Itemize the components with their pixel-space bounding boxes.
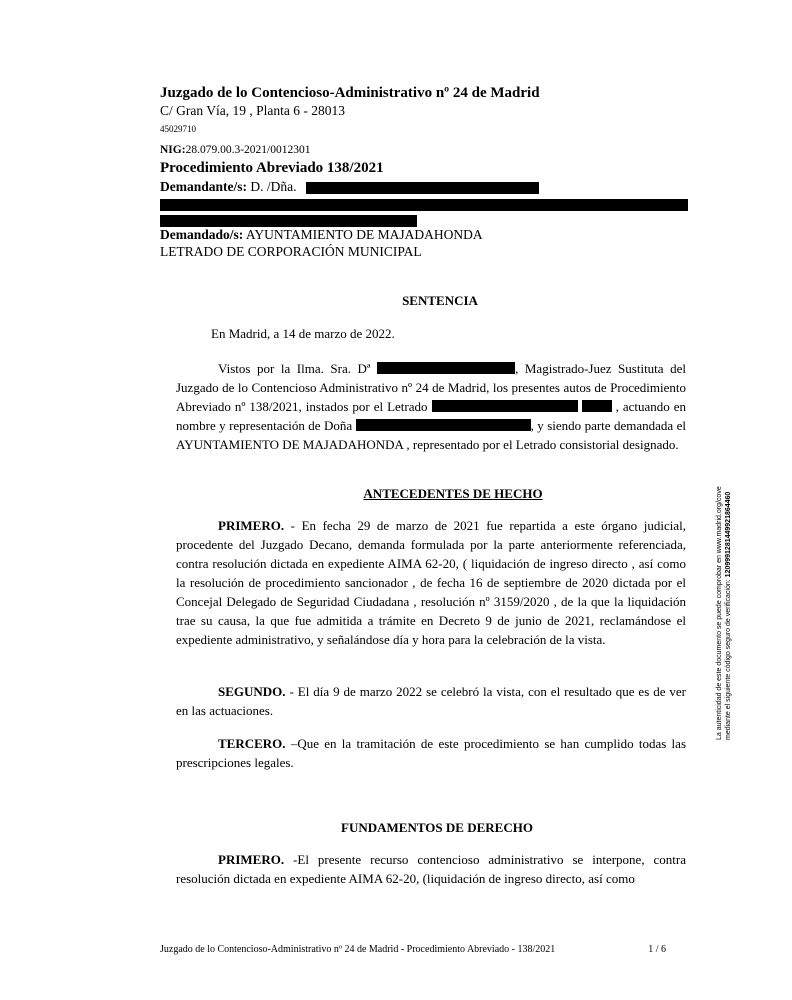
- antecedentes-segundo-text: - El día 9 de marzo 2022 se celebró la vista, con el resultado que es de ver en las actuaciones.: [176, 684, 687, 718]
- verification-line-2: [724, 460, 733, 740]
- vistos-paragraph: [176, 359, 686, 454]
- antecedentes-primero-label: PRIMERO.: [218, 518, 285, 533]
- antecedentes-tercero: [176, 734, 686, 772]
- defendant-line: [160, 227, 483, 243]
- nig-label: NIG:: [160, 144, 186, 156]
- court-name: Juzgado de lo Contencioso-Administrativo nº 24 de Madrid: [160, 85, 540, 101]
- vistos-text-1: Vistos por la Ilma. Sra. Dª: [218, 361, 371, 376]
- plaintiff-label: Demandante/s:: [160, 179, 247, 194]
- page-footer: [160, 944, 666, 955]
- page-number: 1 / 6: [648, 944, 666, 955]
- footer-text: Juzgado de lo Contencioso-Administrativo nº 24 de Madrid - Procedimiento Abreviado - 138/2021: [160, 944, 556, 955]
- sentencia-heading: SENTENCIA: [402, 293, 478, 308]
- vistos-text-4: , y siendo parte demandada el AYUNTAMIENTO DE MAJADAHONDA , representado por el Letrado consistorial designado.: [176, 418, 686, 452]
- court-code: 45029710: [160, 124, 196, 134]
- verification-prefix: mediante el siguiente código seguro de verificación:: [725, 579, 732, 740]
- antecedentes-segundo-label: SEGUNDO.: [218, 684, 286, 699]
- date-line: En Madrid, a 14 de marzo de 2022.: [211, 326, 395, 341]
- defendant-lawyer: LETRADO DE CORPORACIÓN MUNICIPAL: [160, 244, 422, 259]
- defendant-label: Demandado/s:: [160, 227, 244, 242]
- redaction-representee: [356, 419, 531, 431]
- verification-line-1: La autenticidad de este documento se puede comprobar en www.madrid.org/cove: [716, 486, 723, 740]
- plaintiff-line: [160, 179, 297, 195]
- antecedentes-primero-text: - En fecha 29 de marzo de 2021 fue repartida a este órgano judicial, procedente del Juzgado Decano, demanda formulada por la parte anteriormente referenciada, contra resolución dictada en expediente AIMA 62-20, ( liquidación de ingreso directo , así como la resolución de procedimiento sancionador , de fecha 16 de septiembre de 2020 dictada por el Concejal Delegado de Seguridad Ciudadana , resolución nº 3159/2020 , de la que la liquidación trae su causa, la que fue admitida a trámite en Decreto 9 de junio de 2021, reclamándose el expediente administrativo, y señalándose día y hora para la celebración de la vista.: [176, 518, 686, 647]
- vistos-text-2: , Magistrado-Juez Sustituta del Juzgado de lo Contencioso Administrativo nº 24 de Madrid, los presentes autos de Procedimiento Abreviado nº 138/2021, instados por el Letrado: [176, 361, 686, 414]
- redaction-plaintiff-line-3: [160, 215, 417, 227]
- redaction-plaintiff-name: [306, 182, 539, 194]
- antecedentes-tercero-label: TERCERO.: [218, 736, 286, 751]
- verification-sidenote: [715, 460, 733, 740]
- fundamentos-heading: FUNDAMENTOS DE DERECHO: [341, 820, 533, 835]
- fundamentos-primero: [176, 850, 686, 888]
- antecedentes-primero: [176, 516, 686, 649]
- redaction-lawyer-2: [582, 400, 612, 412]
- antecedentes-heading: ANTECEDENTES DE HECHO: [363, 486, 543, 501]
- court-address: C/ Gran Vía, 19 , Planta 6 - 28013: [160, 103, 345, 118]
- antecedentes-segundo: [176, 682, 686, 720]
- procedure-title: Procedimiento Abreviado 138/2021: [160, 160, 384, 176]
- defendant-value: AYUNTAMIENTO DE MAJADAHONDA: [245, 227, 483, 242]
- antecedentes-tercero-text: –Que en la tramitación de este procedimiento se han cumplido todas las prescripciones legales.: [176, 736, 686, 770]
- verification-code: 1209991281449921864460: [725, 491, 732, 578]
- redaction-magistrate: [377, 362, 515, 374]
- redaction-lawyer: [432, 400, 578, 412]
- redaction-plaintiff-line-2: [160, 199, 688, 211]
- plaintiff-value: D. /Dña.: [250, 179, 297, 194]
- fundamentos-primero-label: PRIMERO.: [218, 852, 285, 867]
- vistos-text-3: , actuando en nombre y representación de Doña: [176, 399, 687, 433]
- nig-value: 28.079.00.3-2021/0012301: [185, 144, 311, 156]
- nig-line: [160, 144, 310, 156]
- fundamentos-primero-text: -El presente recurso contencioso administrativo se interpone, contra resolución dictada en expediente AIMA 62-20, (liquidación de ingreso directo, así como: [176, 852, 686, 886]
